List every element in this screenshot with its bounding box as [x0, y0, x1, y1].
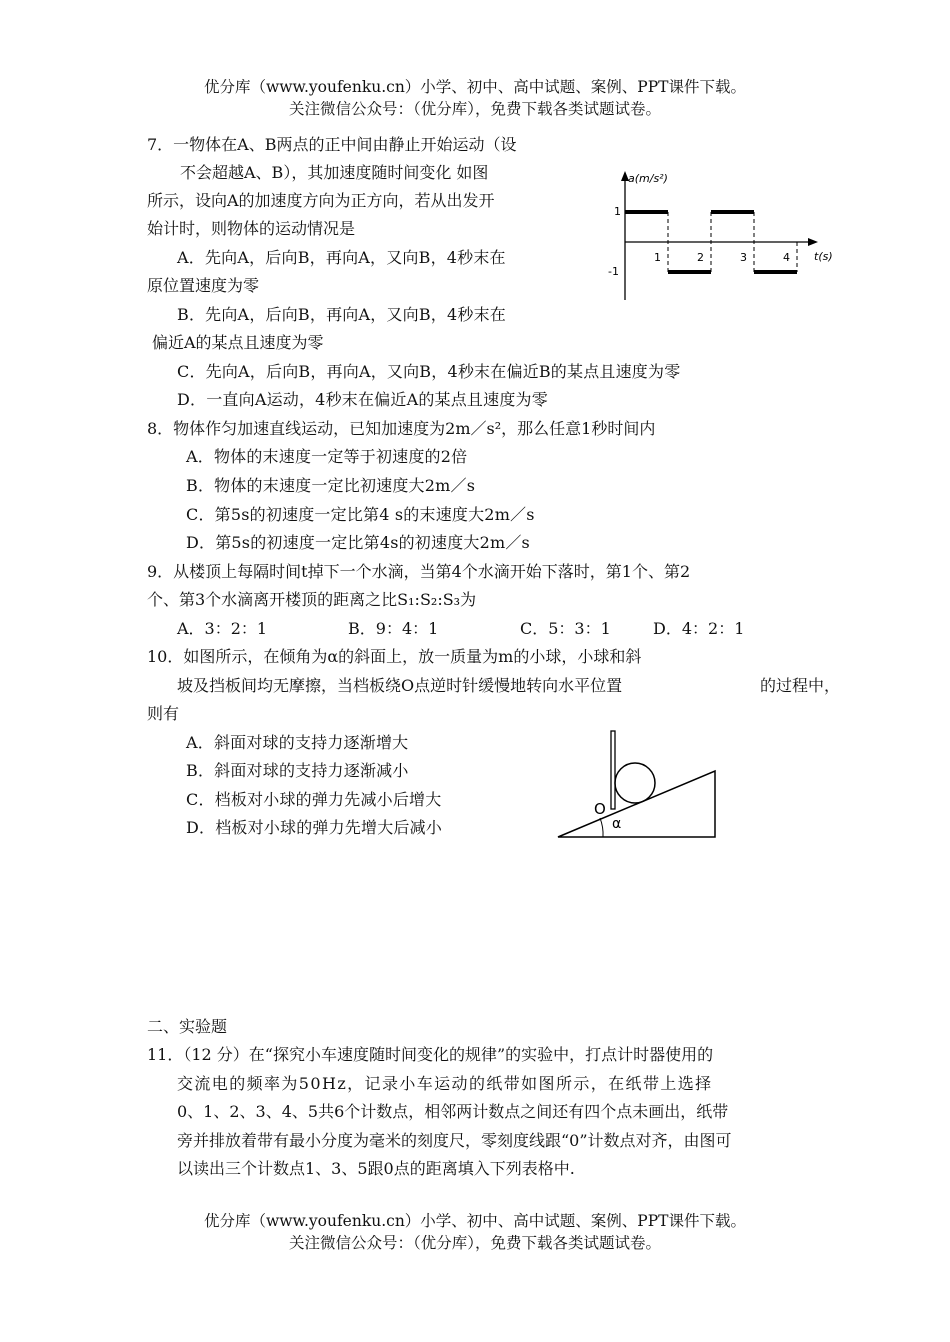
- q7-option-d: D．一直向A运动，4秒末在偏近A的某点且速度为零: [177, 390, 548, 409]
- q11-line-3: 0、1、2、3、4、5共6个计数点，相邻两计数点之间还有四个点未画出，纸带: [177, 1102, 729, 1121]
- footer-line-1: 优分库（www.youfenku.cn）小学、初中、高中试题、案例、PPT课件下载。: [203, 1212, 747, 1230]
- q9-option-c: C．5：3：1: [520, 619, 611, 638]
- q7-stem-line-3: 所示，设向A的加速度方向为正方向，若从出发开: [147, 191, 495, 210]
- point-o-label: O: [594, 800, 606, 818]
- ball: [615, 763, 655, 803]
- q7-option-b-line-2: 偏近A的某点且速度为零: [152, 333, 324, 352]
- q10-option-c: C．档板对小球的弹力先减小后增大: [186, 790, 442, 809]
- q9-option-d: D．4：2：1: [653, 619, 745, 638]
- q9-option-a: A．3：2：1: [177, 619, 268, 638]
- section-2-title: 二、实验题: [147, 1017, 228, 1036]
- q10-stem-line-2b: 的过程中，: [760, 676, 841, 695]
- q9-stem-line-1: 9．从楼顶上每隔时间t掉下一个水滴，当第4个水滴开始下落时，第1个、第2: [147, 562, 691, 581]
- q10-incline-figure: [550, 725, 730, 845]
- page-footer: [0, 1210, 950, 1254]
- footer-line-2: 关注微信公众号：（优分库），免费下载各类试题试卷。: [288, 1234, 661, 1252]
- x-axis-label: t(s): [814, 250, 833, 263]
- y-tick-label-neg-1: -1: [608, 265, 619, 278]
- y-tick-label-1: 1: [614, 205, 621, 218]
- baffle-plate: [611, 731, 615, 809]
- q10-option-b: B．斜面对球的支持力逐渐减小: [186, 761, 409, 780]
- angle-arc: [600, 818, 603, 837]
- x-tick-label-3: 3: [740, 251, 747, 264]
- x-tick-label-1: 1: [654, 251, 661, 264]
- incline-triangle: [558, 771, 715, 837]
- q11-line-4: 旁并排放着带有最小分度为毫米的刻度尺，零刻度线跟“0”计数点对齐，由图可: [177, 1131, 732, 1150]
- q7-stem-line-2: 不会超越A、B），其加速度随时间变化 如图: [180, 163, 489, 182]
- q11-line-1: 11．（12 分）在“探究小车速度随时间变化的规律”的实验中，打点计时器使用的: [147, 1045, 714, 1064]
- page-header: [0, 76, 950, 120]
- x-tick-label-4: 4: [783, 251, 790, 264]
- q8-stem: 8．物体作匀加速直线运动，已知加速度为2m／s²，那么任意1秒时间内: [147, 419, 656, 438]
- q7-stem-line-4: 始计时，则物体的运动情况是: [147, 219, 356, 238]
- q11-line-2: 交流电的频率为50Hz，记录小车运动的纸带如图所示，在纸带上选择: [177, 1074, 713, 1093]
- q7-option-a-line-1: A．先向A，后向B，再向A，又向B，4秒末在: [177, 248, 506, 267]
- q10-stem-line-2a: 坡及挡板间均无摩擦，当档板绕O点逆时针缓慢地转向水平位置: [177, 676, 623, 695]
- x-axis-arrow: [808, 238, 818, 246]
- q7-option-c: C．先向A，后向B，再向A，又向B，4秒末在偏近B的某点且速度为零: [177, 362, 681, 381]
- q8-option-a: A．物体的末速度一定等于初速度的2倍: [186, 447, 468, 466]
- q8-option-b: B．物体的末速度一定比初速度大2m／s: [186, 476, 476, 495]
- header-line-1: 优分库（www.youfenku.cn）小学、初中、高中试题、案例、PPT课件下载。: [203, 78, 747, 96]
- q11-line-5: 以读出三个计数点1、3、5跟0点的距离填入下列表格中.: [177, 1159, 575, 1178]
- q10-stem-line-1: 10．如图所示，在倾角为α的斜面上，放一质量为m的小球，小球和斜: [147, 647, 642, 666]
- x-tick-label-2: 2: [697, 251, 704, 264]
- q8-option-d: D．第5s的初速度一定比第4s的初速度大2m／s: [186, 533, 530, 552]
- q9-stem-line-2: 个、第3个水滴离开楼顶的距离之比S₁:S₂:S₃为: [147, 590, 477, 609]
- header-line-2: 关注微信公众号：（优分库），免费下载各类试题试卷。: [288, 100, 661, 118]
- q10-option-a: A．斜面对球的支持力逐渐增大: [186, 733, 409, 752]
- alpha-label: α: [612, 816, 622, 832]
- q7-option-b-line-1: B．先向A，后向B，再向A，又向B，4秒末在: [177, 305, 506, 324]
- q7-stem-line-1: 7．一物体在A、B两点的正中间由静止开始运动（设: [147, 135, 517, 154]
- q9-option-b: B．9：4：1: [348, 619, 439, 638]
- q10-stem-line-3: 则有: [147, 704, 180, 723]
- q7-acceleration-graph: [600, 165, 840, 305]
- q10-option-d: D．档板对小球的弹力先增大后减小: [186, 818, 443, 837]
- q7-option-a-line-2: 原位置速度为零: [147, 276, 260, 295]
- q8-option-c: C．第5s的初速度一定比第4 s的末速度大2m／s: [186, 505, 535, 524]
- y-axis-label: a(m/s²): [628, 172, 668, 185]
